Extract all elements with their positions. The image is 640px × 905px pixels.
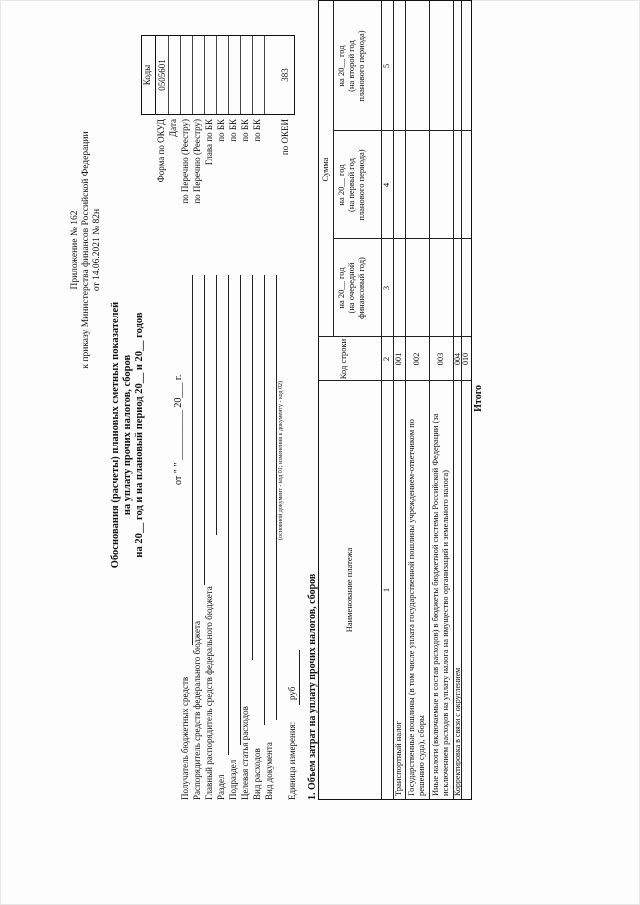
appendix-date: от 14.06.2021 № 82н	[91, 208, 102, 292]
bk-label-1: по БК	[216, 119, 226, 142]
document-title	[110, 165, 146, 705]
row-code-003: 003	[435, 352, 445, 366]
appendix-header	[70, 40, 103, 460]
codes-header: Коды	[141, 35, 155, 115]
col-num-5: 5	[381, 63, 391, 69]
field-target-item: Целевая статья расходов	[240, 706, 250, 800]
field-chief-manager: Главный распорядитель средств федерального бюджета	[204, 586, 214, 800]
row-name-002: Государственные пошлины (в том числе уплата государственной пошлины учреждением-ответчиком по решению суда), сборы	[406, 418, 426, 796]
bk-label-3: по БК	[240, 119, 250, 142]
doc-type-hint: (основной документ - код 01; изменения к документу - код 02)	[278, 381, 284, 540]
glava-label: Глава по БК	[204, 119, 214, 166]
total-code: 010	[461, 353, 470, 365]
col-num-3: 3	[381, 285, 391, 291]
appendix-order: к приказу Министерства финансов Российской Федерации	[80, 131, 91, 369]
unit-label: Единица измерения:	[287, 721, 297, 800]
row-name-003: Иные налоги (включаемые в состав расходов) в бюджеты бюджетной системы Российской Федерации (за исключением расходов на уплату налога на имущество организаций и земельного налога)	[430, 413, 450, 796]
section-title: 1. Объем затрат на уплату прочих налогов, сборов	[307, 573, 318, 800]
appendix-number: Приложение № 162	[70, 210, 80, 290]
col-num-2: 2	[381, 356, 391, 362]
expense-table	[318, 0, 472, 800]
total-label: Итого	[473, 385, 484, 412]
okei-code: 383	[280, 68, 290, 82]
col-num-1: 1	[381, 587, 391, 593]
bk-label-2: по БК	[228, 119, 238, 142]
field-recipient: Получатель бюджетных средств	[180, 676, 190, 800]
col-year3-header: на 20__ год (на второй год планового периода)	[336, 30, 366, 102]
col-code-header: Код строки	[338, 338, 348, 380]
okud-label: Форма по ОКУД	[156, 119, 166, 183]
reestr-label-1: по Перечню (Реестру)	[180, 119, 190, 204]
unit-value: руб	[287, 686, 297, 700]
col-sum-header: Сумма	[320, 157, 330, 182]
okei-label: по ОКЕИ	[280, 119, 290, 156]
col-name-header: Наименование платежа	[344, 547, 354, 633]
bk-label-4: по БК	[252, 119, 262, 142]
title-line-3: на 20__ год и на плановый период 20__ и 20__ годов	[134, 312, 146, 558]
field-subsection: Подраздел	[228, 759, 238, 800]
col-num-4: 4	[381, 182, 391, 188]
okud-code: 0505601	[157, 59, 167, 91]
reestr-label-2: по Перечню (Реестру)	[192, 119, 202, 204]
col-year1-header: на 20__ год (на очередной финансовый год)	[336, 257, 366, 319]
row-name-004: Корректировка в связи с округлением	[453, 667, 462, 796]
row-code-002: 002	[411, 352, 421, 366]
field-manager: Распорядитель средств федерального бюджета	[192, 620, 202, 800]
col-year2-header: на 20__ год (на первый год планового периода)	[336, 149, 366, 221]
row-code-004: 004	[453, 353, 462, 365]
field-doc-type: Вид документа	[264, 742, 274, 800]
row-code-001: 001	[393, 352, 403, 366]
row-name-001: Транспортный налог	[393, 720, 403, 796]
field-section: Раздел	[216, 774, 226, 800]
codes-box	[155, 35, 295, 115]
date-label: Дата	[168, 119, 178, 137]
title-line-2: на уплату прочих налогов, сборов	[122, 354, 134, 516]
field-expense-type: Вид расходов	[252, 748, 262, 800]
title-line-1: Обоснования (расчеты) плановых сметных показателей	[110, 301, 121, 569]
date-line: от " " __________ 20___ г.	[173, 374, 184, 485]
